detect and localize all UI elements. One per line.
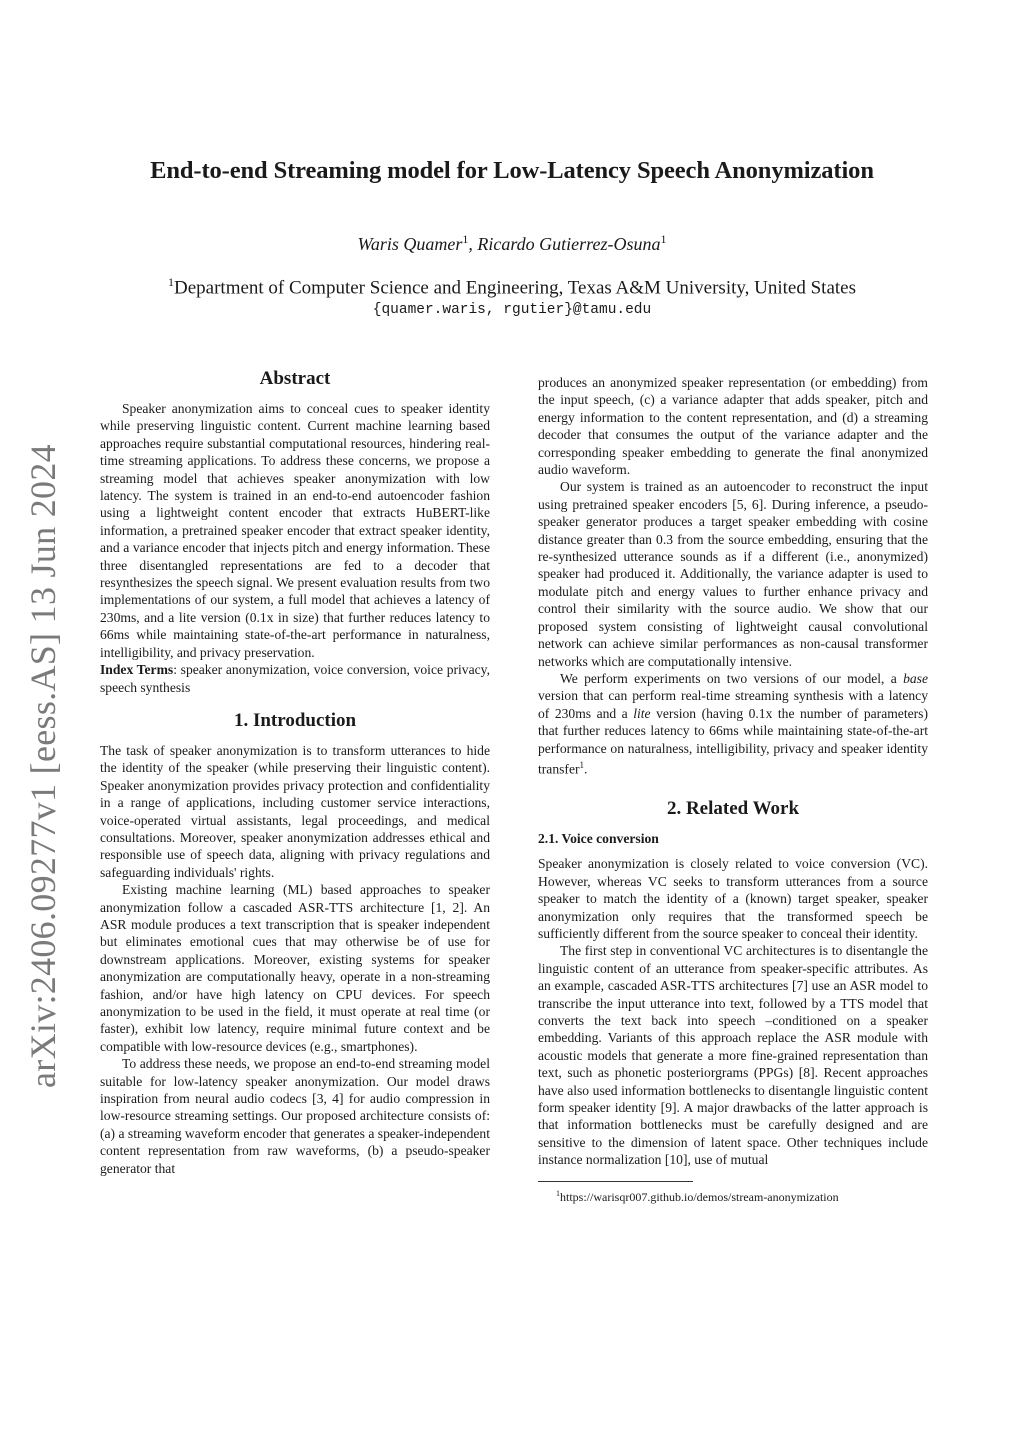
abstract-heading: Abstract — [259, 368, 331, 389]
footnote-divider — [538, 1181, 693, 1182]
author-name: Waris Quamer — [357, 234, 463, 254]
paragraph: Existing machine learning (ML) based approaches to speaker anonymization follow a cascaded ASR-TTS architecture [1, 2]. An ASR module produces a text transcription that is speaker independent but eliminates emotional cues that may otherwise be of use for downstream applications. Moreover, existing systems for speaker anonymization are computationally heavy, operate in a non-streaming fashion, and/or have high latency on CPU devices. For speech anonymization to be used in the field, it must operate at real time (or faster), exhibit low latency, require minimal future context and be compatible with low-resource devices (e.g., smartphones). — [100, 882, 490, 1054]
arxiv-identifier-text: arXiv:2406.09277v1 [eess.AS] 13 Jun 2024 — [23, 444, 63, 1088]
affiliation-mark: 1 — [168, 275, 174, 289]
right-column — [538, 374, 928, 1205]
paragraph: The task of speaker anonymization is to transform utterances to hide the identity of the speaker (while preserving their linguistic content). Speaker anonymization provides privacy protection and confidentiality in a range of applications, including customer service interactions, voice-operated virtual assistants, legal proceedings, and medical consultations. Moreover, speaker anonymization addresses ethical and responsible use of speech data, aligning with privacy regulations and safeguarding individuals' rights. — [100, 742, 490, 880]
author-name: Ricardo Gutierrez-Osuna — [477, 234, 661, 254]
text-run: version that can perform real-time streaming synthesis with a latency of 230ms and a — [538, 688, 928, 721]
author-affiliation-mark: 1 — [660, 232, 667, 246]
paragraph: Our system is trained as an autoencoder to reconstruct the input using pretrained speaker encoders [5, 6]. During inference, a pseudo-speaker generator produces a target speaker embedding with cosine distance greater than 0.3 from the source embedding, ensuring that the re-synthesized utterance sounds as if a different (i.e., anonymized) speaker had produced it. Additionally, the variance adapter is used to modulate pitch and energy values to further enhance privacy and control their similarity with the source audio. We show that our proposed system consisting of lightweight causal convolutional network can achieve similar performances as non-causal transformer networks which are computationally intensive. — [538, 479, 928, 669]
author-emails: {quamer.waris, rgutier}@tamu.edu — [372, 302, 652, 318]
arxiv-identifier — [18, 444, 78, 1088]
left-column — [100, 368, 490, 1177]
paragraph: Speaker anonymization is closely related to voice conversion (VC). However, whereas VC seeks to transform utterances from a source speaker to match the identity of a (known) target speaker, speaker anonymization only requires that the transformed speech be sufficiently different from the source speaker to conceal their identity. — [538, 856, 928, 941]
index-terms — [100, 661, 490, 696]
paragraph: produces an anonymized speaker representation (or embedding) from the input speech, (c) a variance adapter that adds speaker, pitch and energy information to the content representation, and (d) a streaming decoder that consumes the output of the variance adapter and the corresponding speaker embedding to generate the final anonymized audio waveform. — [538, 375, 928, 478]
footnote-url: https://warisqr007.github.io/demos/stream-anonymization — [560, 1189, 839, 1204]
paragraph — [538, 670, 928, 778]
author-affiliation-mark: 1 — [462, 232, 469, 246]
section-heading-related-work: 2. Related Work — [666, 797, 800, 819]
paragraph: The first step in conventional VC architectures is to disentangle the linguistic content of an utterance from speaker-specific attributes. As an example, cascaded ASR-TTS architectures [7] use an ASR model to transcribe the input utterance into text, followed by a TTS model that converts the text back into speech –conditioned on a speaker embedding. Variants of this approach replace the ASR module with acoustic models that generate a more fine-grained representation than text, such as phonetic posteriorgrams (PPGs) [8]. Recent approaches have also used information bottlenecks to disentangle linguistic content form speaker identity [9]. A major drawbacks of the latter approach is that information bottlenecks must be carefully designed and are sensitive to the dimension of latent space. Other techniques include instance normalization [10], use of mutual — [538, 943, 928, 1168]
footnote-mark: 1 — [579, 759, 585, 770]
author-list — [0, 232, 1024, 255]
section-heading-introduction: 1. Introduction — [233, 709, 357, 731]
subsection-heading-voice-conversion: 2.1. Voice conversion — [538, 830, 659, 846]
paper-title: End-to-end Streaming model for Low-Latency Speech Anonymization — [150, 157, 874, 184]
affiliation — [0, 275, 1024, 299]
text-run: . — [584, 761, 588, 777]
footnote — [538, 1186, 928, 1205]
affiliation-text: Department of Computer Science and Engineering, Texas A&M University, United States — [174, 277, 856, 299]
footnote-mark: 1 — [556, 1188, 560, 1198]
abstract-text: Speaker anonymization aims to conceal cues to speaker identity while preserving linguistic content. Current machine learning based approaches require substantial computational resources, hindering real-time streaming applications. To address these concerns, we propose a streaming model that achieves speaker anonymization with low latency. The system is trained in an end-to-end autoencoder fashion using a lightweight content encoder that extracts HuBERT-like information, a pretrained speaker encoder that extract speaker identity, and a variance encoder that injects pitch and energy information. These three disentangled representations are fed to a decoder that resynthesizes the speech signal. We present evaluation results from two implementations of our system, a full model that achieves a latency of 230ms, and a lite version (0.1x in size) that further reduces latency to 66ms while maintaining state-of-the-art performance in naturalness, intelligibility, and privacy preservation. — [100, 401, 490, 660]
text-run: We perform experiments on two versions of our model, a — [560, 670, 904, 686]
author-separator: , — [468, 234, 478, 254]
text-run: version (having 0.1x the number of parameters) that further reduces latency to 66ms while maintaining state-of-the-art performance on naturalness, intelligibility, privacy and speaker identity transfer — [538, 705, 928, 777]
paragraph: To address these needs, we propose an end-to-end streaming model suitable for low-latency speaker anonymization. Our model draws inspiration from neural audio codecs [3, 4] for audio compression in low-resource streaming settings. Our proposed architecture consists of: (a) a streaming waveform encoder that generates a speaker-independent content representation from raw waveforms, (b) a pseudo-speaker generator that — [100, 1056, 490, 1176]
index-terms-label: Index Terms — [100, 662, 174, 678]
index-terms-text: : speaker anonymization, voice conversion, voice privacy, speech synthesis — [100, 662, 490, 695]
emphasis-base: base — [903, 670, 928, 686]
emphasis-lite: lite — [633, 705, 651, 721]
